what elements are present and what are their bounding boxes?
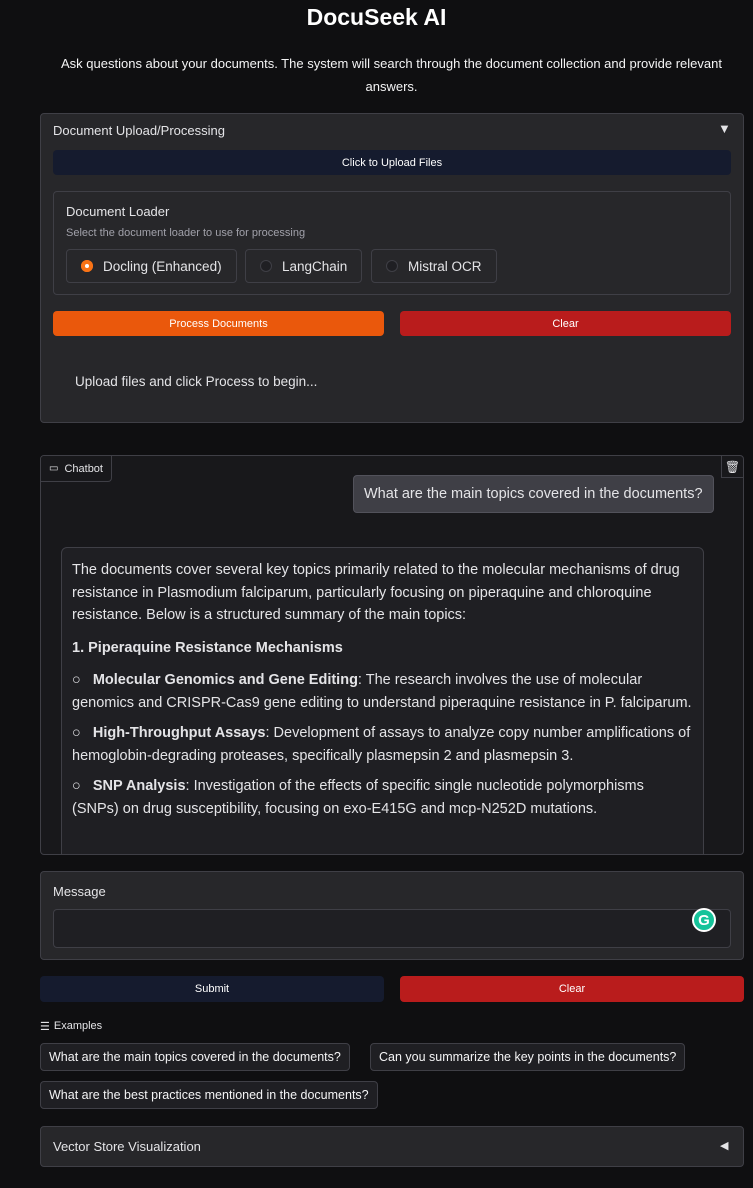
radio-langchain[interactable] xyxy=(245,249,362,283)
loader-info: Select the document loader to use for processing xyxy=(66,227,306,239)
example-button[interactable]: What are the best practices mentioned in the documents? xyxy=(40,1081,378,1109)
example-button[interactable]: Can you summarize the key points in the documents? xyxy=(370,1043,685,1071)
list-item: ○ Molecular Genomics and Gene Editing: The research involves the use of molecular genomics and CRISPR-Cas9 gene editing to understand piperaquine resistance in P. falciparum. xyxy=(72,672,692,711)
list-item: ○ High-Throughput Assays: Development of assays to analyze copy number amplifications of hemoglobin-degrading proteases, specifically plasmepsin 2 and plasmepsin 3. xyxy=(72,725,691,764)
list-icon: ☰ xyxy=(40,1021,50,1033)
radio-mistral-ocr[interactable] xyxy=(371,249,497,283)
radio-icon xyxy=(386,260,398,272)
radio-docling[interactable] xyxy=(66,249,237,283)
message-input[interactable] xyxy=(53,909,731,948)
bot-intro: The documents cover several key topics primarily related to the molecular mechanisms of drug resistance in Plasmodium falciparum, particularly focusing on piperaquine and chloroquine resistance. Below is a structured summary of the main topics: xyxy=(72,562,680,623)
bot-message xyxy=(61,547,704,855)
chatbot-label-text: Chatbot xyxy=(64,462,103,475)
clear-upload-button[interactable]: Clear xyxy=(400,311,731,336)
radio-selected-icon xyxy=(81,260,93,272)
upload-accordion-header[interactable]: Document Upload/Processing xyxy=(53,123,225,138)
chatbot-label xyxy=(41,456,112,482)
message-label: Message xyxy=(53,884,106,899)
chatbot-panel xyxy=(40,455,744,855)
upload-status: Upload files and click Process to begin... xyxy=(75,374,318,389)
chat-icon: ▭ xyxy=(49,463,59,474)
vector-store-label[interactable]: Vector Store Visualization xyxy=(53,1139,201,1154)
expand-triangle-icon[interactable]: ◀ xyxy=(720,1140,729,1152)
clear-chat-button[interactable]: Clear xyxy=(400,976,744,1002)
radio-label: Docling (Enhanced) xyxy=(103,258,222,274)
list-item: ○ SNP Analysis: Investigation of the effects of specific single nucleotide polymorphisms (SNPs) on drug susceptibility, focusing on exo-E415G and mcp-N252D mutations. xyxy=(72,778,644,817)
loader-title: Document Loader xyxy=(66,204,170,219)
upload-files-button[interactable]: Click to Upload Files xyxy=(53,150,731,175)
collapse-triangle-icon[interactable]: ▼ xyxy=(718,121,731,136)
process-documents-button[interactable]: Process Documents xyxy=(53,311,384,336)
page-subtitle: Ask questions about your documents. The system will search through the document collection and provide relevant answers. xyxy=(61,56,722,94)
examples-label xyxy=(40,1020,102,1033)
radio-icon xyxy=(260,260,272,272)
example-button[interactable]: What are the main topics covered in the documents? xyxy=(40,1043,350,1071)
examples-label-text: Examples xyxy=(53,1020,103,1032)
radio-label: Mistral OCR xyxy=(408,258,482,274)
trash-icon[interactable]: 🗑 xyxy=(721,456,743,478)
submit-button[interactable]: Submit xyxy=(40,976,384,1002)
page-title: DocuSeek AI xyxy=(306,4,447,30)
bot-section-heading: 1. Piperaquine Resistance Mechanisms xyxy=(72,639,343,656)
user-message: What are the main topics covered in the documents? xyxy=(353,475,714,513)
grammarly-icon[interactable]: G xyxy=(692,908,716,932)
radio-label: LangChain xyxy=(282,258,348,274)
